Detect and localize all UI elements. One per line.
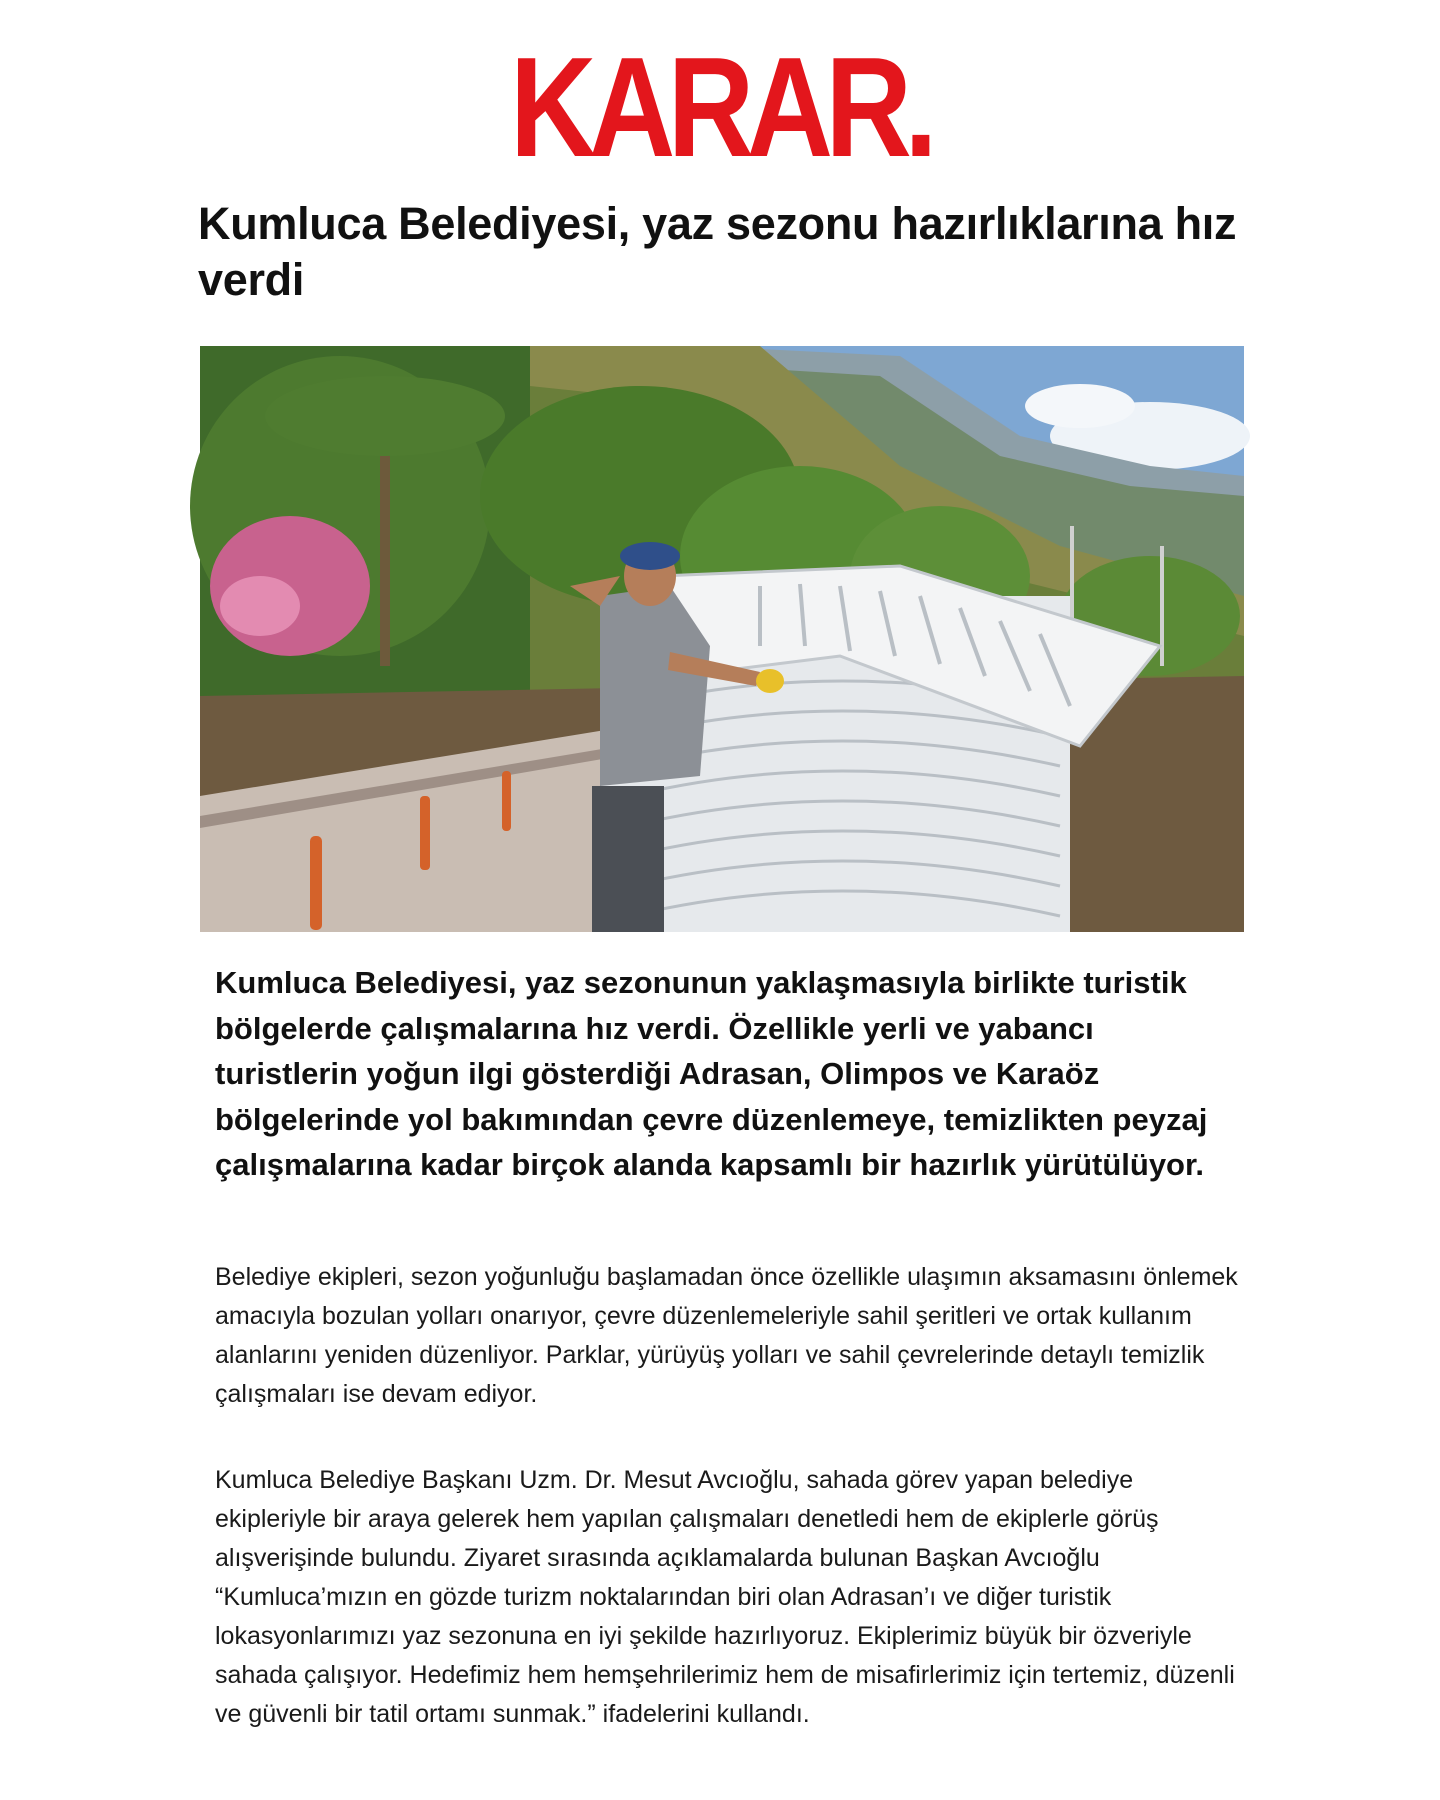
- article-hero-image: [200, 346, 1244, 932]
- photo-beach-loungers-worker-icon: [200, 346, 1244, 932]
- article-paragraph: Belediye ekipleri, sezon yoğunluğu başlamadan önce özellikle ulaşımın aksamasını önlemek amacıyla bozulan yolları onarıyor, çevre düzenlemeleriyle sahil şeritleri ve ortak kullanım alanlarını yeniden düzenliyor. Parklar, yürüyüş yolları ve sahil çevrelerinde detaylı temizlik çalışmaları ise devam ediyor.: [215, 1263, 1238, 1408]
- article-paragraph: Kumluca Belediye Başkanı Uzm. Dr. Mesut Avcıoğlu, sahada görev yapan belediye ekipleriyle bir araya gelerek hem yapılan çalışmaları denetledi hem de ekiplerle görüş alışverişinde bulundu. Ziyaret sırasında açıklamalarda bulunan Başkan Avcıoğlu “Kumluca’mızın en gözde turizm noktalarından biri olan Adrasan’ı ve diğer turistik lokasyonlarımızı yaz sezonuna en iyi şekilde hazırlıyoruz. Ekiplerimiz büyük bir özveriyle sahada çalışıyor. Hedefimiz hem hemşehrilerimiz hem de misafirlerimiz için tertemiz, düzenli ve güvenli bir tatil ortamı sunmak.” ifadelerini kullandı.: [215, 1466, 1235, 1728]
- article-headline: Kumluca Belediyesi, yaz sezonu hazırlıklarına hız verdi: [198, 198, 1237, 305]
- karar-logo-icon: [500, 28, 940, 187]
- site-logo[interactable]: [0, 28, 1440, 187]
- article-lead: Kumluca Belediyesi, yaz sezonunun yaklaşmasıyla birlikte turistik bölgelerde çalışmalarına hız verdi. Özellikle yerli ve yabancı turistlerin yoğun ilgi gösterdiği Adrasan, Olimpos ve Karaöz bölgelerinde yol bakımından çevre düzenlemeye, temizlikten peyzaj çalışmalarına kadar birçok alanda kapsamlı bir hazırlık yürütülüyor.: [215, 965, 1208, 1182]
- logo-text: KARAR.: [510, 28, 930, 187]
